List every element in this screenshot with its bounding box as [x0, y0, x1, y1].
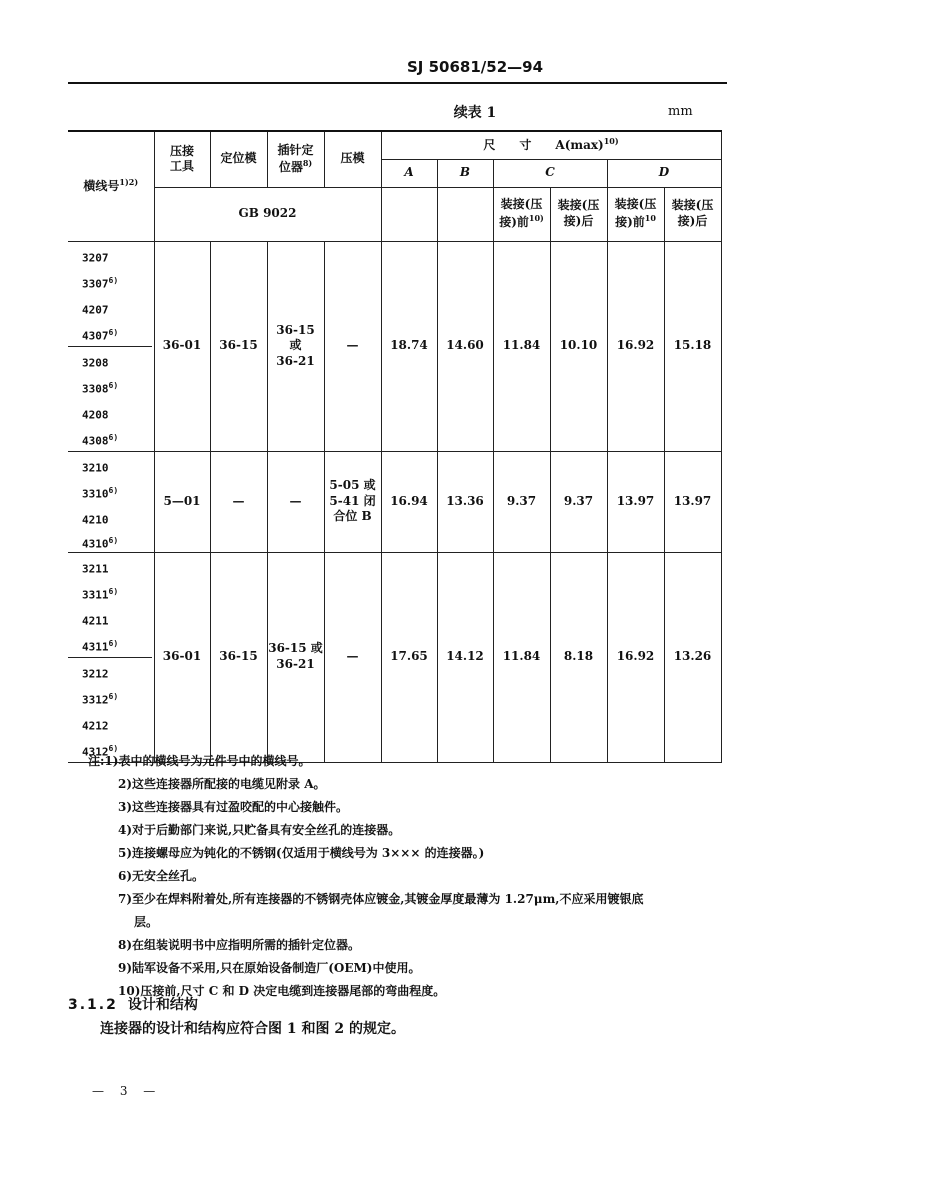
dim-b-cell: 14.12: [437, 552, 493, 762]
die-cell: —: [324, 552, 381, 762]
table-row: [68, 451, 721, 552]
pin-locator-header: 插针定 位器$^{8)}$: [267, 131, 324, 187]
die-cell: 5-05 或 5-41 闭 合位 B: [324, 451, 381, 552]
pin-locator-cell: 36-15 或 36-21: [267, 241, 324, 451]
d-after-cell: 13.97: [664, 451, 721, 552]
dim-b-subheader: [437, 187, 493, 241]
d-after-header: 装接(压 接)后: [664, 187, 721, 241]
key-item: 4211: [82, 614, 109, 628]
note-item: 9)陆军设备不采用,只在原始设备制造厂(OEM)中使用。: [118, 961, 421, 975]
d-after-cell: 13.26: [664, 552, 721, 762]
crimp-tool-cell: 5—01: [154, 451, 210, 552]
section-number: 3.1.2: [68, 997, 118, 1013]
dim-d-header: D: [607, 159, 721, 187]
note-item: 层。: [134, 915, 159, 929]
pin-locator-cell: —: [267, 451, 324, 552]
dimensions-header: 尺 寸 $A(\max)^{10)}$: [381, 131, 721, 159]
dim-a-cell: 16.94: [381, 451, 437, 552]
locator-cell: —: [210, 451, 267, 552]
table-row: [68, 241, 721, 451]
key-item: 3210: [82, 461, 109, 475]
dim-a-header: A: [381, 159, 437, 187]
key-item: 4208: [82, 408, 109, 422]
c-before-cell: 11.84: [493, 241, 550, 451]
dim-a-cell: 17.65: [381, 552, 437, 762]
note-item: 2)这些连接器所配接的电缆见附录 A。: [118, 777, 326, 791]
dim-b-cell: 14.60: [437, 241, 493, 451]
section-body: 连接器的设计和结构应符合图 1 和图 2 的规定。: [100, 1021, 405, 1037]
key-item: 3308$^{6)}$: [82, 380, 119, 396]
d-before-header: 装接(压 接)前$^{10}$: [607, 187, 664, 241]
key-item: 3212: [68, 657, 152, 684]
d-before-cell: 16.92: [607, 552, 664, 762]
key-item: 4310$^{6)}$: [82, 535, 119, 551]
dim-a-subheader: [381, 187, 437, 241]
note-item: 3)这些连接器具有过盈咬配的中心接触件。: [118, 800, 349, 814]
die-cell: —: [324, 241, 381, 451]
key-item: 4207: [82, 303, 109, 317]
d-before-cell: 13.97: [607, 451, 664, 552]
dim-a-cell: 18.74: [381, 241, 437, 451]
key-item: 3211: [82, 562, 109, 576]
c-before-header: 装接(压 接)前$^{10)}$: [493, 187, 550, 241]
crimp-tool-cell: 36-01: [154, 241, 210, 451]
key-item: 3311$^{6)}$: [82, 586, 119, 602]
key-list: [68, 552, 154, 762]
locator-cell: 36-15: [210, 241, 267, 451]
dim-c-header: C: [493, 159, 607, 187]
header-rule: [68, 82, 727, 84]
pin-locator-cell: 36-15 或 36-21: [267, 552, 324, 762]
dim-b-cell: 13.36: [437, 451, 493, 552]
note-item: 6)无安全丝孔。: [118, 869, 205, 883]
note-item: 4)对于后勤部门来说,只贮备具有安全丝孔的连接器。: [118, 823, 401, 837]
crimp-tool-cell: 36-01: [154, 552, 210, 762]
standard-code-header: SJ 50681/52—94: [406, 58, 544, 76]
c-after-cell: 9.37: [550, 451, 607, 552]
table-unit: mm: [668, 104, 693, 119]
gb-standard-cell: GB 9022: [154, 187, 381, 241]
key-item: 3312$^{6)}$: [82, 691, 119, 707]
dimension-table: [68, 130, 722, 763]
table-notes: [88, 750, 738, 1003]
key-list: [68, 241, 154, 451]
note-item: 5)连接螺母应为钝化的不锈钢(仅适用于横线号为 3××× 的连接器。): [118, 846, 485, 860]
die-header: 压模: [324, 131, 381, 187]
table-row: [68, 552, 721, 762]
d-before-cell: 16.92: [607, 241, 664, 451]
key-item: 4308$^{6)}$: [82, 432, 119, 448]
crimp-tool-header: 压接 工具: [154, 131, 210, 187]
note-item: 7)至少在焊料附着处,所有连接器的不锈钢壳体应镀金,其镀金厚度最薄为 1.27μm,不应采用镀银底: [118, 892, 644, 906]
key-item: 4311$^{6)}$: [82, 638, 119, 654]
key-item: 4212: [82, 719, 109, 733]
note-item: 8)在组装说明书中应指明所需的插针定位器。: [118, 938, 361, 952]
key-item: 4210: [82, 513, 109, 527]
page-number: — 3 —: [92, 1084, 162, 1098]
c-before-cell: 11.84: [493, 552, 550, 762]
key-item: 4312$^{6)}$: [82, 743, 119, 759]
key-column-header: 横线号$^{1)2)}$: [68, 131, 154, 241]
c-after-cell: 8.18: [550, 552, 607, 762]
c-after-cell: 10.10: [550, 241, 607, 451]
note-item: 10)压接前,尺寸 C 和 D 决定电缆到连接器尾部的弯曲程度。: [118, 984, 446, 998]
note-item: 注:1)表中的横线号为元件号中的横线号。: [88, 754, 311, 768]
d-after-cell: 15.18: [664, 241, 721, 451]
locator-header: 定位模: [210, 131, 267, 187]
table-caption: 续表 1: [453, 105, 497, 121]
key-item: 4307$^{6)}$: [82, 327, 119, 343]
section-heading: [68, 994, 198, 1014]
section-title: 设计和结构: [127, 997, 198, 1013]
c-before-cell: 9.37: [493, 451, 550, 552]
key-item: 3307$^{6)}$: [82, 275, 119, 291]
key-item: 3208: [68, 346, 152, 373]
key-item: 3207: [82, 251, 109, 265]
key-list: [68, 451, 154, 552]
locator-cell: 36-15: [210, 552, 267, 762]
key-item: 3310$^{6)}$: [82, 485, 119, 501]
c-after-header: 装接(压 接)后: [550, 187, 607, 241]
dim-b-header: B: [437, 159, 493, 187]
